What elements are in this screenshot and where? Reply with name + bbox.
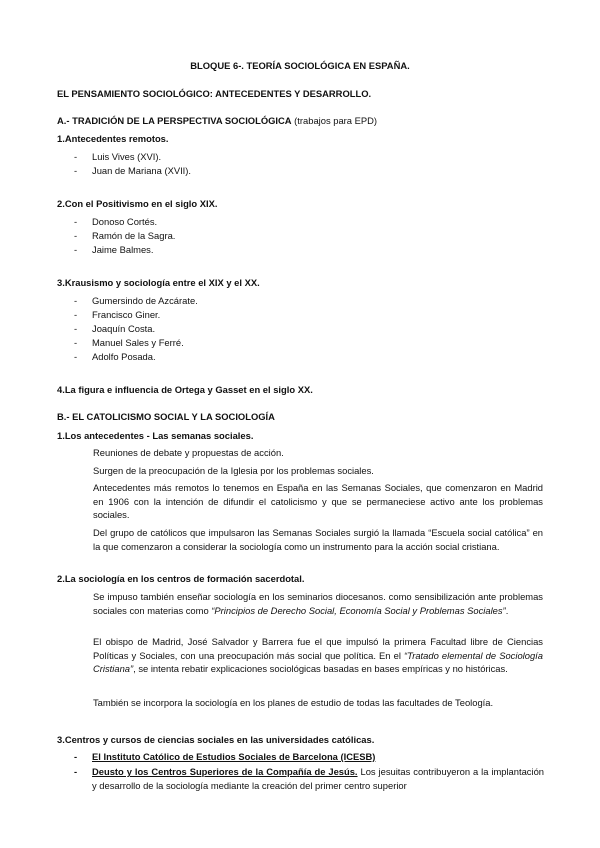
- section-b1-heading: 1.Los antecedentes - Las semanas sociales.: [57, 430, 254, 441]
- paragraph: Reuniones de debate y propuestas de acción.: [93, 447, 284, 458]
- paragraph: Del grupo de católicos que impulsaron las Semanas Sociales surgió la llamada “Escuela social católica” en la que comenzaron a considerar la sociología como un instrumento para la acción social cristiana.: [93, 527, 543, 552]
- section-a1-heading: 1.Antecedentes remotos.: [57, 133, 169, 144]
- section-a2-heading: 2.Con el Positivismo en el siglo XIX.: [57, 198, 218, 209]
- section-a-title: A.- TRADICIÓN DE LA PERSPECTIVA SOCIOLÓGICA: [57, 115, 292, 126]
- page-title: BLOQUE 6-. TEORÍA SOCIOLÓGICA EN ESPAÑA.: [190, 60, 410, 71]
- section-b3-heading: 3.Centros y cursos de ciencias sociales en las universidades católicas.: [57, 734, 375, 745]
- section-a-heading: [57, 114, 377, 128]
- paragraph: Se impuso también enseñar sociología en los seminarios diocesanos. como sensibilización ante problemas sociales con materias como “Principios de Derecho Social, Economía Social y Problemas Sociales”.: [93, 591, 543, 616]
- section-a4-heading: 4.La figura e influencia de Ortega y Gasset en el siglo XX.: [57, 384, 313, 395]
- paragraph: Antecedentes más remotos lo tenemos en España en las Semanas Sociales, que comenzaron en Madrid en 1906 con la intención de difundir el catolicismo y que se permaneciese activo ante los problemas sociales.: [93, 482, 543, 520]
- section-a3-heading: 3.Krausismo y sociología entre el XIX y el XX.: [57, 277, 260, 288]
- section-a-note: (trabajos para EPD): [291, 115, 378, 126]
- paragraph: Surgen de la preocupación de la Iglesia por los problemas sociales.: [93, 465, 374, 476]
- section-b2-heading: 2.La sociología en los centros de formación sacerdotal.: [57, 573, 305, 584]
- document-subtitle: EL PENSAMIENTO SOCIOLÓGICO: ANTECEDENTES Y DESARROLLO.: [57, 88, 372, 99]
- section-b-heading: B.- EL CATOLICISMO SOCIAL Y LA SOCIOLOGÍA: [57, 411, 275, 422]
- paragraph: También se incorpora la sociología en los planes de estudio de todas las facultades de Teología.: [93, 697, 494, 708]
- paragraph: El obispo de Madrid, José Salvador y Barrera fue el que impulsó la primera Facultad libre de Ciencias Políticas y Sociales, con una preocupación más social que política. En el “Tratado elemental de Sociología Cristiana”, se intenta rebatir explicaciones sociológicas basadas en bases empíricas y no históricas.: [93, 636, 543, 674]
